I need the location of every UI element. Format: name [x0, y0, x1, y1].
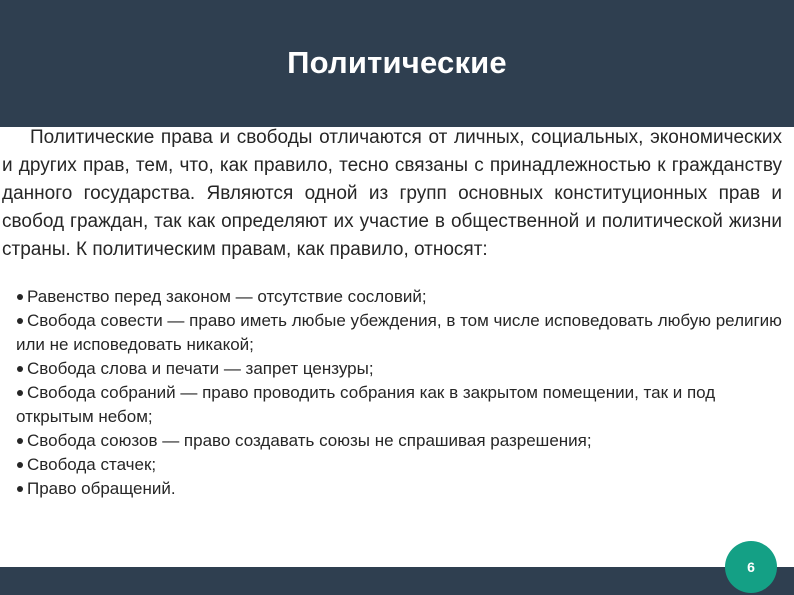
- bullet-icon: [17, 486, 23, 492]
- list-item-text: Право обращений.: [27, 479, 176, 498]
- list-item-text: Свобода собраний — право проводить собрания как в закрытом помещении, так и под открытым небом;: [16, 383, 716, 426]
- intro-paragraph: Политические права и свободы отличаются от личных, социальных, экономических и других прав, тем, что, как правило, тесно связаны с принадлежностью к гражданству данного государства. Являются одной из групп основных конституционных прав и свобод граждан, так как определяют их участие в общественной и политической жизни страны. К политическим правам, как правило, относят:: [2, 127, 782, 260]
- list-item-text: Свобода слова и печати — запрет цензуры;: [27, 359, 374, 378]
- bullet-icon: [17, 318, 23, 324]
- bullet-icon: [17, 294, 23, 300]
- slide-title: [0, 45, 794, 81]
- list-item: [16, 429, 786, 453]
- list-item: [16, 285, 786, 309]
- page-number-badge: [725, 541, 777, 593]
- bullet-icon: [17, 366, 23, 372]
- bullet-icon: [17, 438, 23, 444]
- bullet-icon: [17, 390, 23, 396]
- footer-bar: [0, 567, 794, 595]
- slide-title-text: Политические: [287, 45, 507, 80]
- list-item: [16, 477, 786, 501]
- list-item: [16, 357, 786, 381]
- page-number: 6: [747, 559, 755, 575]
- bullet-icon: [17, 462, 23, 468]
- list-item: [16, 309, 786, 357]
- list-item-text: Равенство перед законом — отсутствие сословий;: [27, 287, 427, 306]
- list-item-text: Свобода стачек;: [27, 455, 157, 474]
- list-item: [16, 453, 786, 477]
- list-item-text: Свобода совести — право иметь любые убеждения, в том числе исповедовать любую религию или не исповедовать никакой;: [16, 311, 782, 354]
- list-item-text: Свобода союзов — право создавать союзы не спрашивая разрешения;: [27, 431, 592, 450]
- list-item: [16, 381, 786, 429]
- rights-list: [16, 285, 786, 501]
